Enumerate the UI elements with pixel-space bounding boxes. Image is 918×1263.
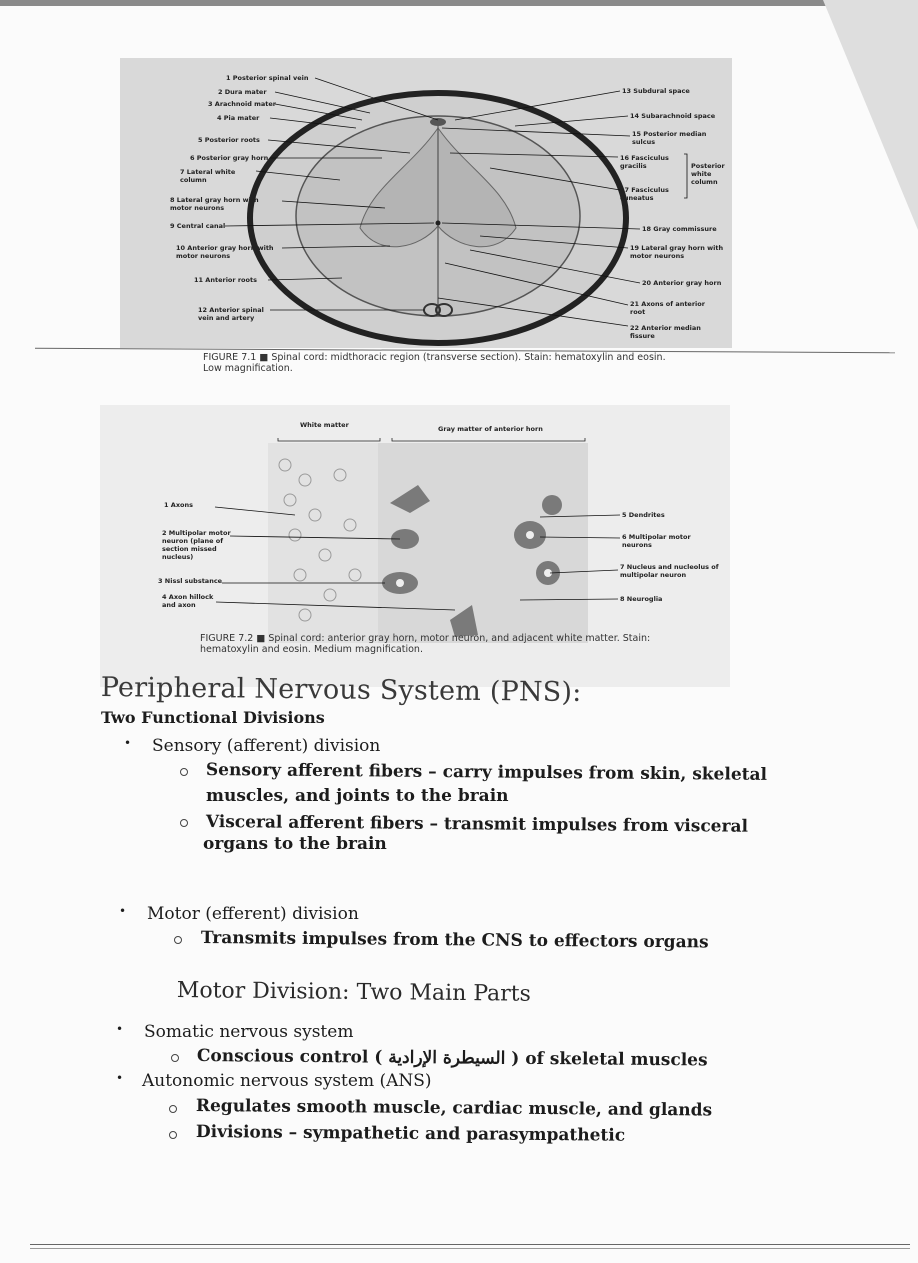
figure-7-2-caption: FIGURE 7.2 ■ Spinal cord: anterior gray horn, motor neuron, and adjacent white matter. Stain: hematoxylin and eosin. Medium magnification. bbox=[200, 633, 651, 655]
bottom-divider-line-2 bbox=[30, 1248, 910, 1249]
sensory-afferent-fibers-line2: muscles, and joints to the brain bbox=[206, 786, 509, 806]
bullet-dot: • bbox=[116, 1071, 124, 1085]
figure-7-1-caption: FIGURE 7.1 ■ Spinal cord: midthoracic region (transverse section). Stain: hematoxylin and eosin. Low magnification. bbox=[203, 352, 666, 374]
label-subarachnoid-space: 14 Subarachnoid space bbox=[630, 112, 716, 120]
bullet-dot: • bbox=[124, 736, 132, 750]
label-dendrites: 5 Dendrites bbox=[622, 511, 665, 519]
sub-bullet-circle bbox=[169, 1131, 177, 1139]
sub-bullet-circle bbox=[174, 936, 182, 944]
label-posterior-roots: 5 Posterior roots bbox=[198, 136, 260, 144]
label-fasciculus-gracilis: 16 Fasciculus gracilis bbox=[620, 154, 669, 170]
autonomic-regulates: Regulates smooth muscle, cardiac muscle, and glands bbox=[195, 1096, 713, 1121]
scan-folded-corner bbox=[823, 0, 918, 230]
label-gray-commissure: 18 Gray commissure bbox=[642, 225, 717, 233]
label-gray-matter-anterior-horn: Gray matter of anterior horn bbox=[438, 425, 543, 433]
motor-division: Motor (efferent) division bbox=[147, 904, 359, 924]
somatic-conscious-control: Conscious control ( السيطرة الإرادية ) of skeletal muscles bbox=[196, 1046, 708, 1071]
sub-bullet-circle bbox=[180, 819, 188, 827]
autonomic-nervous-system: Autonomic nervous system (ANS) bbox=[142, 1071, 432, 1091]
label-white-matter: White matter bbox=[300, 421, 349, 429]
label-posterior-spinal-vein: 1 Posterior spinal vein bbox=[226, 74, 309, 82]
bottom-divider-line bbox=[30, 1244, 910, 1245]
label-nucleus-nucleolus: 7 Nucleus and nucleolus of multipolar neuron bbox=[620, 563, 719, 579]
bullet-dot: • bbox=[119, 904, 127, 918]
bullet-dot: • bbox=[116, 1022, 124, 1036]
label-anterior-gray-horn-right: 20 Anterior gray horn bbox=[642, 279, 722, 287]
sensory-afferent-fibers-line1: Sensory afferent fibers – carry impulses from skin, skeletal bbox=[205, 760, 768, 785]
sub-bullet-circle bbox=[169, 1105, 177, 1113]
pns-title: Peripheral Nervous System (PNS): bbox=[100, 672, 582, 709]
sub-bullet-circle bbox=[171, 1054, 179, 1062]
label-axons: 1 Axons bbox=[164, 501, 193, 509]
label-neuroglia: 8 Neuroglia bbox=[620, 595, 663, 603]
sensory-division: Sensory (afferent) division bbox=[152, 736, 381, 756]
sub-bullet-circle bbox=[180, 768, 188, 776]
autonomic-divisions: Divisions – sympathetic and parasympathetic bbox=[195, 1122, 626, 1146]
figure-7-2-anterior-gray-horn bbox=[100, 405, 730, 687]
label-anterior-median-fissure: 22 Anterior median fissure bbox=[630, 324, 701, 340]
label-central-canal: 9 Central canal bbox=[170, 222, 226, 230]
label-anterior-gray-horn-left: 10 Anterior gray horn with motor neurons bbox=[176, 244, 274, 260]
label-pia-mater: 4 Pia mater bbox=[217, 114, 260, 122]
label-axons-anterior-root: 21 Axons of anterior root bbox=[630, 300, 705, 316]
label-dura-mater: 2 Dura mater bbox=[218, 88, 267, 96]
figure-7-1-spinal-cord-section bbox=[120, 58, 732, 348]
label-subdural-space: 13 Subdural space bbox=[622, 87, 690, 95]
visceral-afferent-fibers-line1: Visceral afferent fibers – transmit impulses from visceral bbox=[205, 812, 749, 837]
label-arachnoid-mater: 3 Arachnoid mater bbox=[208, 100, 277, 108]
label-multipolar-motor-neurons: 6 Multipolar motor neurons bbox=[622, 533, 691, 549]
label-posterior-gray-horn: 6 Posterior gray horn bbox=[190, 154, 269, 162]
visceral-afferent-fibers-line2: organs to the brain bbox=[203, 834, 387, 854]
label-axon-hillock: 4 Axon hillock and axon bbox=[162, 593, 214, 609]
motor-division-title: Motor Division: Two Main Parts bbox=[176, 978, 532, 1007]
label-posterior-white-column: Posterior white column bbox=[691, 162, 725, 186]
label-posterior-median-sulcus: 15 Posterior median sulcus bbox=[632, 130, 707, 146]
label-anterior-roots: 11 Anterior roots bbox=[194, 276, 257, 284]
label-lateral-white-column: 7 Lateral white column bbox=[180, 168, 236, 184]
label-fasciculus-cuneatus: 17 Fasciculus cuneatus bbox=[620, 186, 669, 202]
label-nissl-substance: 3 Nissl substance bbox=[158, 577, 223, 585]
motor-division-transmits: Transmits impulses from the CNS to effectors organs bbox=[200, 928, 709, 953]
label-lateral-gray-horn-left: 8 Lateral gray horn with motor neurons bbox=[170, 196, 259, 212]
somatic-nervous-system: Somatic nervous system bbox=[144, 1022, 354, 1042]
label-anterior-spinal-vein: 12 Anterior spinal vein and artery bbox=[198, 306, 264, 322]
scan-top-edge bbox=[0, 0, 918, 6]
pns-subtitle: Two Functional Divisions bbox=[101, 708, 325, 727]
label-multipolar-motor-neuron: 2 Multipolar motor neuron (plane of section missed nucleus) bbox=[162, 529, 231, 561]
label-lateral-gray-horn-right: 19 Lateral gray horn with motor neurons bbox=[630, 244, 724, 260]
